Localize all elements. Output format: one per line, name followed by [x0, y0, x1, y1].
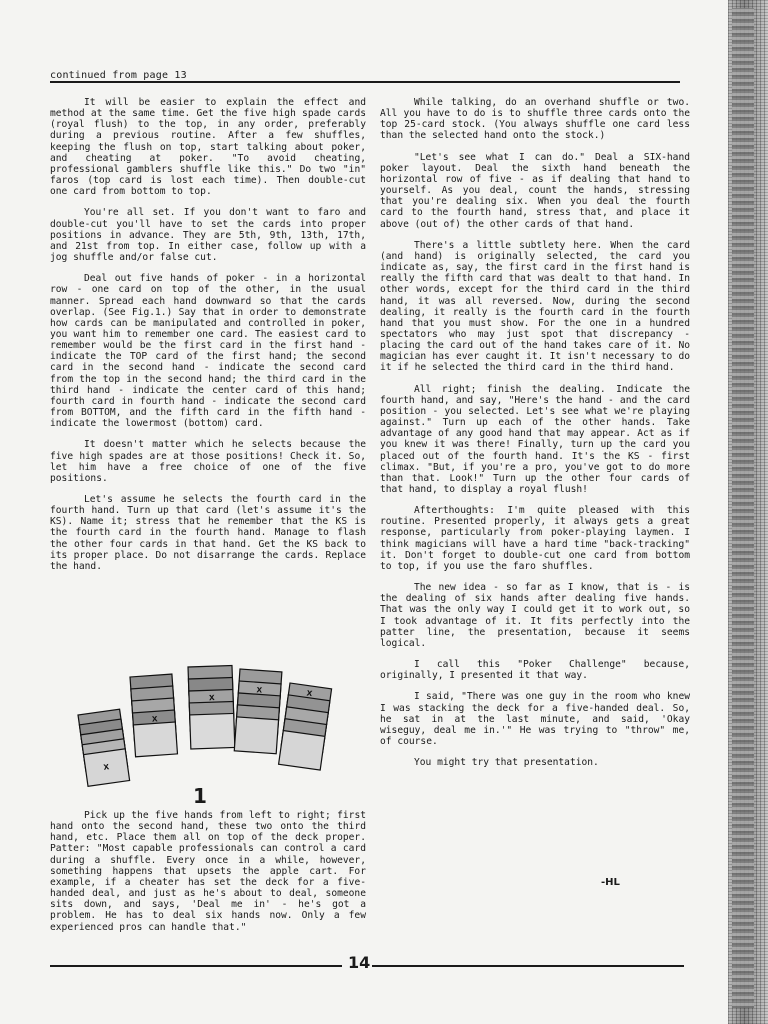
- figure-caption: 1: [193, 784, 207, 808]
- paragraph: You might try that presentation.: [414, 757, 599, 769]
- svg-text:x: x: [151, 713, 158, 725]
- continued-note: continued from page 13: [50, 70, 187, 81]
- paragraph: All right; finish the dealing. Indicate the fourth hand, and say, "Here's the hand - and the card position - you selected. Let's see what we're playing against." Turn up each of the other hands. Take advantage of any good hand that may appear. Act as if you knew it was there! Finally, turn up the card you placed out of the fourth hand. It's the KS - first climax. "But, if you're a pro, you've got to do more than that. Look!" Turn up the other four cards of that hand, to display a royal flush!: [380, 383, 690, 495]
- scan-edge-texture: [732, 8, 754, 1008]
- svg-text:x: x: [208, 692, 215, 704]
- author-signature: -HL: [601, 877, 620, 888]
- paragraph: It doesn't matter which he selects because the five high spades are at those positions! Check it. So, let him have a free choice of one of the five positions.: [50, 439, 366, 484]
- right-column: [380, 97, 690, 778]
- paragraph: The new idea - so far as I know, that is - is the dealing of six hands after dealing five hands. That was the only way I could get it to work out, so I took advantage of it. It fits perfectly into the patter line, the presentation, because it seems logical.: [380, 582, 690, 649]
- paragraph: You're all set. If you don't want to faro and double-cut you'll have to set the cards into proper positions in advance. They are 5th, 9th, 13th, 17th, and 21st from top. In either case, follow up with a jog shuffle and/or false cut.: [50, 207, 366, 264]
- paragraph: Pick up the five hands from left to right; first hand onto the second hand, these two onto the third hand, etc. Place them all on top of the deck proper. Patter: "Most capable professionals can control a card during a shuffle. Every once in a while, however, something happens that upsets the apple cart. For example, if a cheater has set the deck for a five-handed deal, and just as he's about to deal, someone sits down, and says, 'Deal me in' - he's got a problem. He has to deal six hands now. Only a few experienced pros can handle that.": [50, 810, 366, 933]
- paragraph: Deal out five hands of poker - in a horizontal row - one card on top of the other, in the usual manner. Spread each hand downward so that the cards overlap. (See Fig.1.) Say that in order to demonstrate how cards can be manipulated and controlled in poker, you want him to remember one card. The easiest card to remember would be the first card in the first hand - indicate the TOP card of the first hand; the second card in the second hand - indicate the second card from the top in the second hand; the third card in the third hand - indicate the center card of this hand; fourth card in fourth hand - indicate the second card from BOTTOM, and the fifth card in the fifth hand - indicate the lowermost (bottom) card.: [50, 273, 366, 430]
- paragraph: I said, "There was one guy in the room who knew I was stacking the deck for a five-handed deal. So, he sat in at the last minute, and said, 'Okay wiseguy, deal me in.'" He was trying to "throw" me, of course.: [380, 691, 690, 747]
- hand-5: [279, 683, 332, 770]
- paragraph: Let's assume he selects the fourth card in the fourth hand. Turn up that card (let's assume it's the KS). Name it; stress that he remember that the KS is the fourth card in the fourth hand. Manage to flash the other four cards in that hand. Get the KS back to its proper place. Do not disarrange the cards. Replace the hand.: [50, 494, 366, 572]
- bottom-rule-left: [50, 965, 342, 967]
- hand-2: [130, 674, 177, 757]
- svg-text:x: x: [102, 761, 110, 773]
- svg-text:x: x: [306, 687, 314, 700]
- hand-1: [78, 709, 130, 786]
- paragraph: There's a little subtlety here. When the card (and hand) is originally selected, the card you indicate as, say, the first card in the first hand is really the fifth card that was dealt to that hand. In other words, except for the third card in the third hand, it was all reversed. Now, during the second dealing, it really is the fourth card in the fourth hand that you must show. For the one in a hundred spectators who may just spot that discrepancy - placing the card out of the hand takes care of it. No magician has ever caught it. It isn't necessary to do it if he selected the third card in the third hand.: [380, 239, 690, 374]
- left-column: [50, 97, 366, 582]
- hand-3: [188, 665, 235, 748]
- paragraph: While talking, do an overhand shuffle or two. All you have to do is to shuffle three cards onto the top 25-card stock. (You always shuffle one card less than the selected hand onto the stock.): [380, 97, 690, 142]
- paragraph: Afterthoughts: I'm quite pleased with this routine. Presented properly, it always gets a great response, particularly from poker-playing laymen. I think magicians will have a hard time "back-tracking" it. Don't forget to double-cut one card from bottom to top, if you use the faro shuffles.: [380, 505, 690, 572]
- svg-text:x: x: [256, 684, 263, 696]
- paragraph: It will be easier to explain the effect and method at the same time. Get the five high spade cards (royal flush) to the top, in any order, preferably during a previous routine. After a few shuffles, keeping the flush on top, start talking about poker, and cheating at poker. "To avoid cheating, professional gamblers shuffle like this." Do two "in" faros (top card is lost each time). Then double-cut one card from bottom to top.: [50, 97, 366, 198]
- paragraph: "Let's see what I can do." Deal a SIX-hand poker layout. Deal the sixth hand beneath the horizontal row of five - as if dealing that hand to yourself. As you deal, count the hands, stressing that you're dealing six. When you deal the fourth card to the fourth hand, stress that, and place it above (out of) the other cards of that hand.: [380, 151, 690, 230]
- hand-4: [234, 669, 282, 754]
- bottom-rule-right: [372, 965, 684, 967]
- top-rule: [50, 81, 680, 83]
- paragraph: I call this "Poker Challenge" because, originally, I presented it that way.: [380, 659, 690, 682]
- left-column-bottom: [50, 810, 366, 933]
- figure-card-hands: [58, 645, 368, 811]
- page-number: 14: [348, 953, 371, 972]
